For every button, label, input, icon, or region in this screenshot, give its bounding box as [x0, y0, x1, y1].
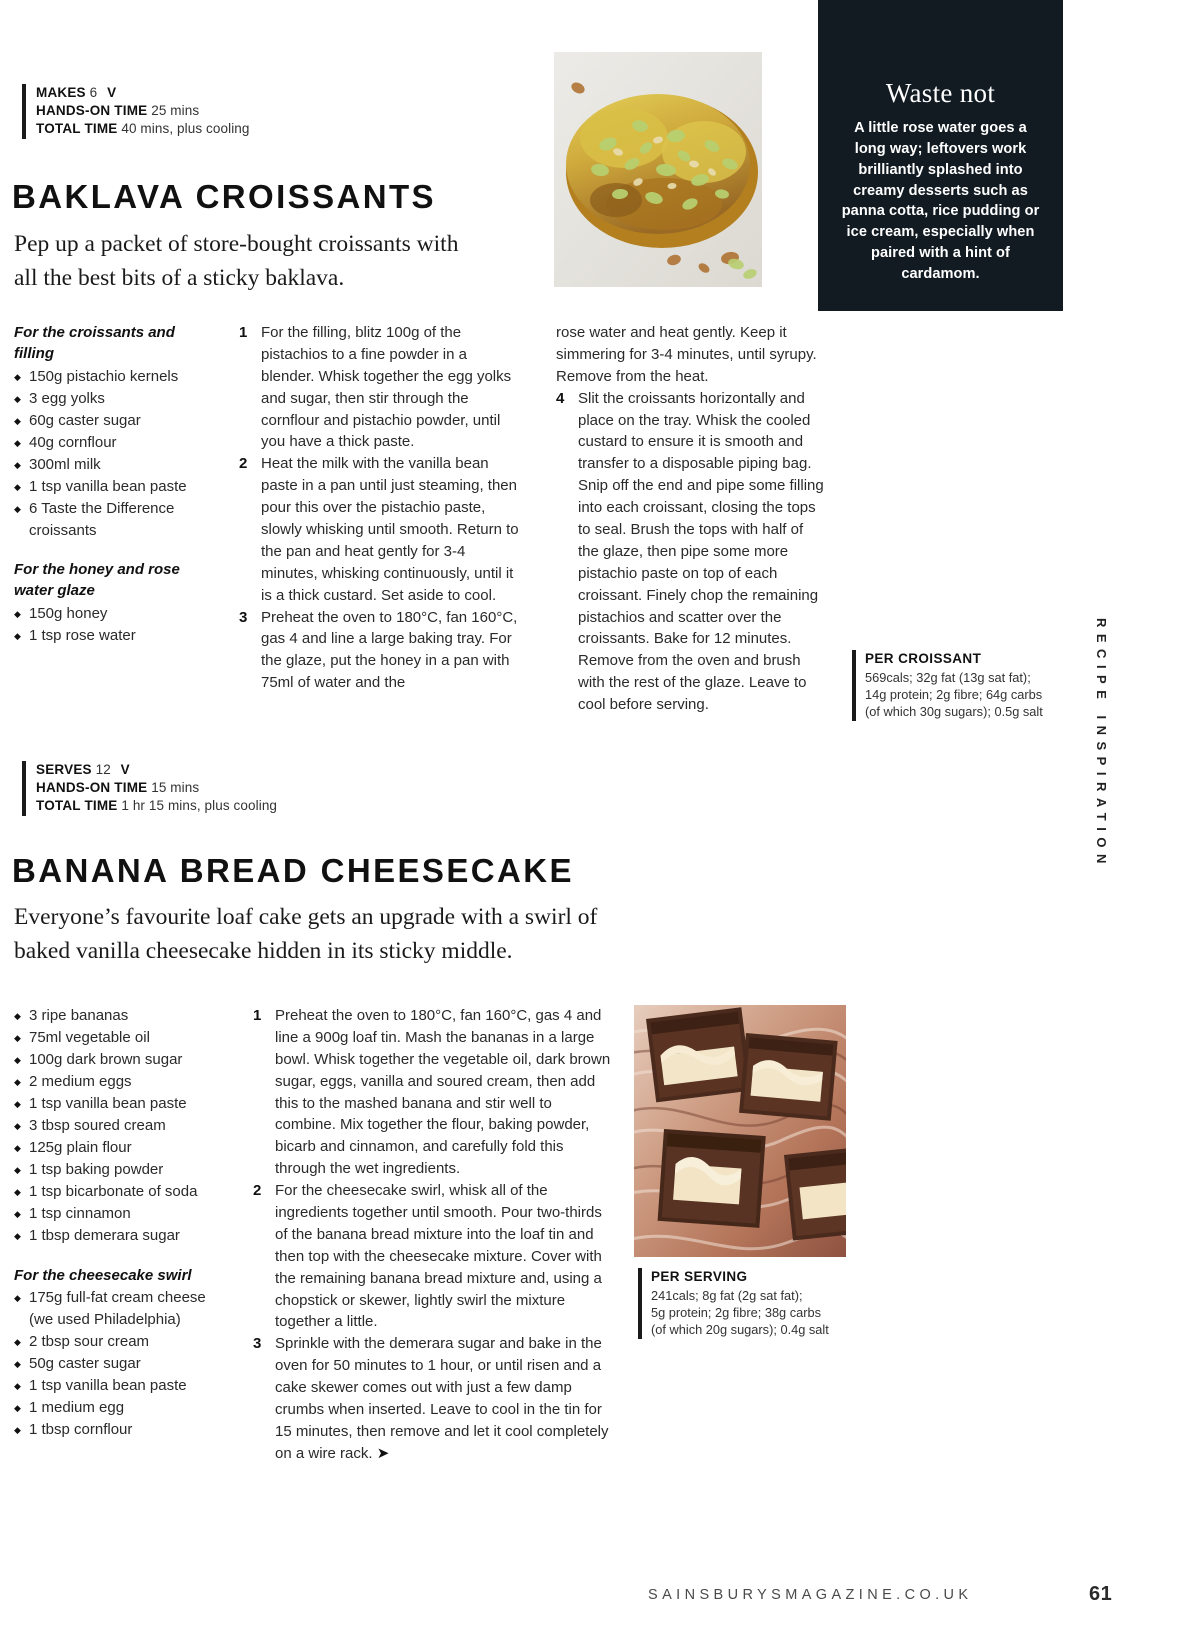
recipe1-ingredients: [14, 322, 219, 647]
list-item: ◆ 1 tbsp cornflour: [14, 1419, 224, 1441]
list-item: ◆ 1 tbsp demerara sugar: [14, 1225, 224, 1247]
recipe1-total-row: [36, 120, 352, 138]
list-item: ◆ 1 tsp baking powder: [14, 1159, 224, 1181]
list-item: ◆ 6 Taste the Difference croissants: [14, 498, 219, 542]
list-item: ◆ 40g cornflour: [14, 432, 219, 454]
recipe2-handson-label: HANDS-ON TIME: [36, 780, 148, 796]
nutrition-line-3: (of which 20g sugars); 0.4g salt: [651, 1322, 829, 1338]
nutrition-line-2: 5g protein; 2g fibre; 38g carbs: [651, 1305, 822, 1321]
list-item: ◆ 50g caster sugar: [14, 1353, 224, 1375]
recipe2-step-1: [253, 1005, 611, 1180]
step-number: 3: [253, 1335, 262, 1353]
step-number: 1: [239, 324, 248, 341]
footer-url: SAINSBURYSMAGAZINE.CO.UK: [648, 1587, 973, 1603]
step-number: 2: [239, 455, 248, 473]
recipe2-photo: [634, 1005, 846, 1257]
side-rail-label: RECIPE INSPIRATION: [1094, 618, 1109, 870]
list-item: ◆ 150g pistachio kernels: [14, 366, 219, 388]
recipe2-ingredients: [14, 1005, 224, 1441]
recipe2-total-label: TOTAL TIME: [36, 798, 118, 814]
nutrition-line-1: 569cals; 32g fat (13g sat fat);: [865, 670, 1031, 686]
list-item: ◆ 1 medium egg: [14, 1397, 224, 1419]
recipe1-nutrition: [852, 650, 1084, 721]
list-item: ◆ 1 tsp vanilla bean paste: [14, 1093, 224, 1115]
list-item: ◆ 2 medium eggs: [14, 1071, 224, 1093]
recipe2-standfirst: Everyone’s favourite loaf cake gets an upgrade with a swirl of baked vanilla cheesecake hidden in its sticky middle.: [14, 904, 598, 965]
step-text: Sprinkle with the demerara sugar and bake in the oven for 50 minutes to 1 hour, or until risen and a cake skewer comes out with just a few damp crumbs when inserted. Leave to cool in the tin for 15 minutes, then remove and let it cool completely on a wire rack.: [275, 1335, 609, 1462]
recipe2-yield-value: 12: [95, 762, 111, 777]
recipe1-yield-value: 6: [89, 85, 98, 100]
recipe2-meta: [22, 761, 362, 816]
recipe1-method-column-1: [239, 322, 523, 694]
recipe1-yield-row: [36, 84, 352, 102]
step-text: Heat the milk with the vanilla bean paste in a pan until just steaming, then pour this over the pistachio paste, slowly whisking until smooth. Return to the pan and heat gently for 3-4 minutes, whisking continuously, until it is a thick custard. Set aside to cool.: [261, 455, 519, 604]
nutrition-line-1: 241cals; 8g fat (2g sat fat);: [651, 1288, 803, 1304]
recipe2-yield-label: SERVES: [36, 762, 92, 777]
list-item: ◆ 1 tsp cinnamon: [14, 1203, 224, 1225]
recipe1-step-1: [239, 322, 523, 453]
recipe1-total-label: TOTAL TIME: [36, 121, 118, 137]
recipe1-yield-label: MAKES: [36, 85, 86, 100]
recipe1-ingredient-list-1: [14, 603, 219, 647]
page-number: 61: [1089, 1583, 1113, 1605]
list-item: ◆ 3 egg yolks: [14, 388, 219, 410]
recipe2-ingredient-list-1: [14, 1287, 224, 1441]
list-item: ◆ 60g caster sugar: [14, 410, 219, 432]
continue-arrow-icon: ➤: [376, 1444, 390, 1462]
list-item: ◆ 2 tbsp sour cream: [14, 1331, 224, 1353]
ingredient-group-gap: [14, 1248, 224, 1265]
step-number: 3: [239, 608, 248, 626]
step-text: Preheat the oven to 180°C, fan 160°C, gas 4 and line a 900g loaf tin. Mash the bananas in a large bowl. Whisk together the vegetable oil, dark brown sugar, eggs, vanilla and soured cream, then add this to the mashed banana and stir well to combine. Mix together the flour, baking powder, bicarb and cinnamon, and carefully fold this through the wet ingredients.: [275, 1007, 611, 1178]
recipe2-total-row: [36, 797, 362, 815]
recipe1-step-3-continued: rose water and heat gently. Keep it simmering for 3-4 minutes, until syrupy. Remove from the heat.: [556, 324, 817, 385]
waste-not-body: A little rose water goes a long way; leftovers work brilliantly splashed into creamy desserts such as panna cotta, rice pudding or ice cream, especially when paired with a hint of cardamom.: [841, 120, 1040, 283]
step-number: 4: [556, 389, 565, 407]
recipe1-veg-flag: V: [107, 85, 117, 100]
recipe1-method-column-2: [556, 322, 826, 716]
nutrition-heading: PER CROISSANT: [865, 651, 982, 666]
list-item: ◆ 1 tsp bicarbonate of soda: [14, 1181, 224, 1203]
step-text: Slit the croissants horizontally and place on the tray. Whisk the cooled custard to ensure it is smooth and transfer to a disposable piping bag. Snip off the end and pipe some filling into each croissant, closing the tops to seal. Brush the tops with half of the glaze, then pipe some more pistachio paste on top of each croissant. Finely chop the remaining pistachios and scatter over the croissants. Bake for 12 minutes. Remove from the oven and brush with the rest of the glaze. Leave to cool before serving.: [578, 389, 824, 714]
step-number: 1: [253, 1007, 262, 1024]
recipe1-photo: [554, 52, 762, 287]
recipe1-step-2: [239, 453, 523, 606]
recipe1-step-4: [556, 388, 826, 716]
recipe2-yield-row: [36, 761, 362, 779]
list-item: ◆ 3 ripe bananas: [14, 1005, 224, 1027]
recipe2-nutrition: [638, 1268, 878, 1339]
recipe1-meta: [22, 84, 352, 139]
recipe1-title: BAKLAVA CROISSANTS: [12, 178, 436, 215]
recipe2-ingredient-list-0: [14, 1005, 224, 1248]
list-item: ◆ 175g full-fat cream cheese (we used Philadelphia): [14, 1287, 224, 1331]
recipe1-total-value: 40 mins, plus cooling: [121, 121, 250, 137]
recipe2-title: BANANA BREAD CHEESECAKE: [12, 852, 574, 889]
recipe2-veg-flag: V: [120, 762, 130, 777]
list-item: ◆ 150g honey: [14, 603, 219, 625]
waste-not-heading: Waste not: [885, 78, 996, 108]
list-item: ◆ 100g dark brown sugar: [14, 1049, 224, 1071]
step-number: 2: [253, 1182, 262, 1200]
list-item: ◆ 1 tsp vanilla bean paste: [14, 1375, 224, 1397]
list-item: ◆ 3 tbsp soured cream: [14, 1115, 224, 1137]
recipe2-method: [253, 1005, 611, 1465]
list-item: ◆ 75ml vegetable oil: [14, 1027, 224, 1049]
recipe1-handson-label: HANDS-ON TIME: [36, 103, 148, 119]
step-text: For the filling, blitz 100g of the pistachios to a fine powder in a blender. Whisk together the egg yolks and sugar, then stir through the cornflour and pistachio powder, until you have a thick paste.: [261, 324, 512, 451]
recipe2-handson-row: [36, 779, 362, 797]
recipe2-step-2: [253, 1180, 611, 1333]
recipe2-total-value: 1 hr 15 mins, plus cooling: [121, 798, 278, 814]
recipe1-step-3: [239, 607, 523, 695]
list-item: ◆ 1 tsp rose water: [14, 625, 219, 647]
recipe1-ingredient-group-heading-0: For the croissants and filling: [14, 324, 175, 363]
nutrition-line-3: (of which 30g sugars); 0.5g salt: [865, 704, 1043, 720]
recipe1-standfirst: Pep up a packet of store-bought croissants with all the best bits of a sticky baklava.: [14, 231, 459, 292]
ingredient-group-gap: [14, 542, 219, 559]
recipe1-handson-row: [36, 102, 352, 120]
recipe2-ingredient-group-heading-1: For the cheesecake swirl: [14, 1266, 192, 1284]
recipe1-ingredient-list-0: [14, 366, 219, 542]
recipe2-step-3: [253, 1333, 611, 1464]
list-item: ◆ 1 tsp vanilla bean paste: [14, 476, 219, 498]
recipe1-handson-value: 25 mins: [151, 103, 200, 119]
nutrition-line-2: 14g protein; 2g fibre; 64g carbs: [865, 687, 1043, 703]
list-item: ◆ 300ml milk: [14, 454, 219, 476]
recipe1-ingredient-group-heading-1: For the honey and rose water glaze: [14, 560, 180, 600]
list-item: ◆ 125g plain flour: [14, 1137, 224, 1159]
step-text: Preheat the oven to 180°C, fan 160°C, gas 4 and line a large baking tray. For the glaze, put the honey in a pan with 75ml of water and the: [261, 608, 518, 692]
recipe2-handson-value: 15 mins: [151, 780, 200, 796]
step-text: For the cheesecake swirl, whisk all of the ingredients together until smooth. Pour two-thirds of the banana bread mixture into the loaf tin and then top with the cheesecake mixture. Cover with the remaining banana bread mixture and, using a chopstick or skewer, lightly swirl the mixture together a little.: [275, 1182, 602, 1331]
nutrition-heading: PER SERVING: [651, 1269, 748, 1284]
waste-not-panel: [818, 0, 1063, 311]
